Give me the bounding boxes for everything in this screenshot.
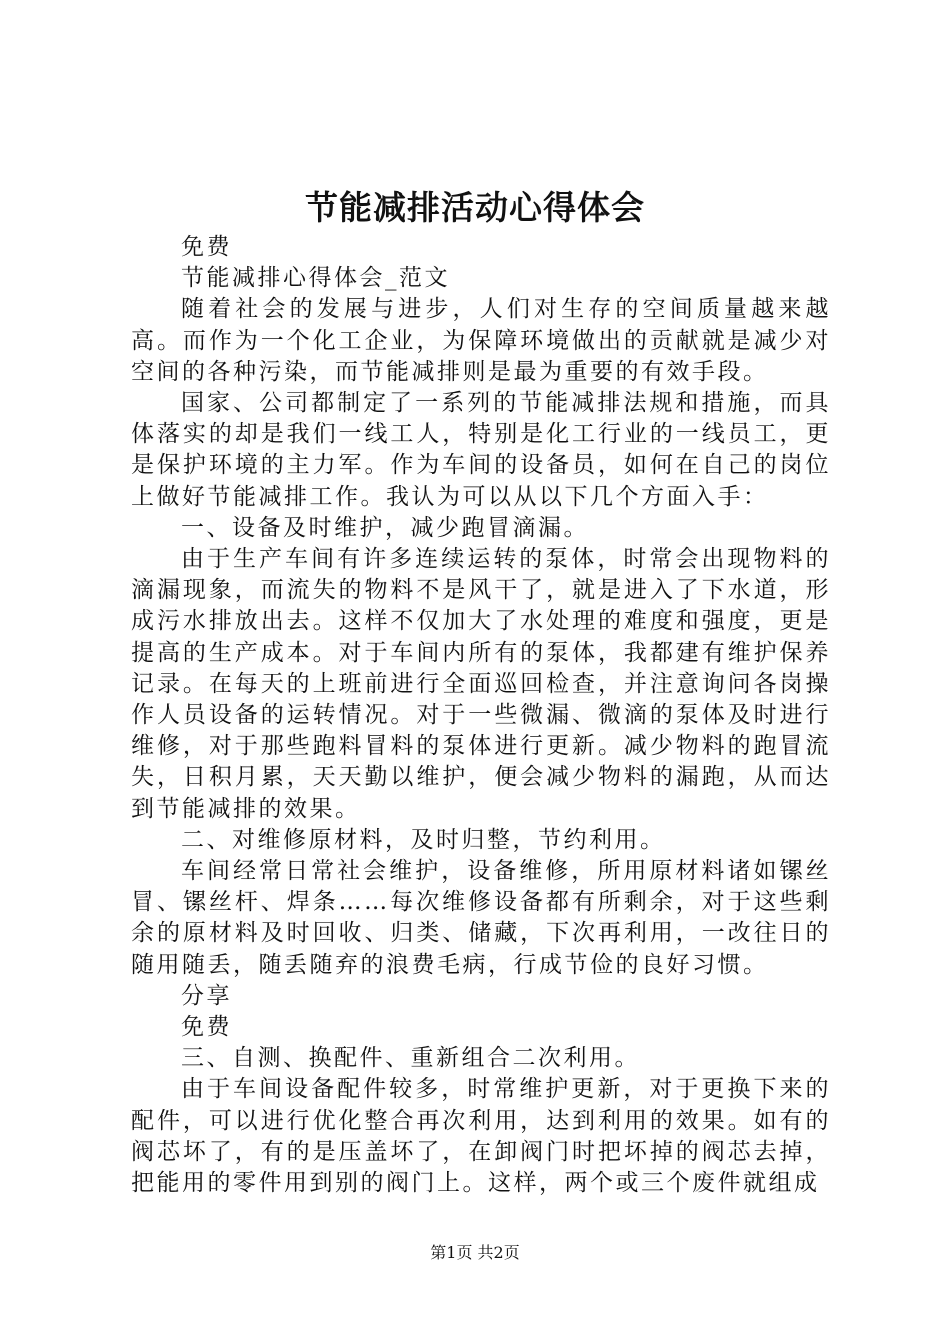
paragraph-context: 国家、公司都制定了一系列的节能减排法规和措施，而具体落实的却是我们一线工人，特别是化工行业的一线员工，更是保护环境的主力军。作为车间的设备员，如何在自己的岗位上做好节能减排工作。我认为可以从以下几个方面入手： [131, 390, 831, 510]
paragraph-section-2: 车间经常日常社会维护，设备维修，所用原材料诸如镙丝冒、镙丝杆、焊条……每次维修设备都有所剩余，对于这些剩余的原材料及时回收、归类、储藏，下次再利用，一改往日的随用随丢，随丢随弃的浪费毛病，行成节俭的良好习惯。 [131, 858, 831, 978]
paragraph-free-label-2: 免费 [181, 1014, 232, 1041]
section-heading-2: 二、对维修原材料，及时归整，节约利用。 [181, 826, 666, 853]
paragraph-section-3: 由于车间设备配件较多，时常维护更新，对于更换下来的配件，可以进行优化整合再次利用，达到利用的效果。如有的阀芯坏了，有的是压盖坏了，在卸阀门时把坏掉的阀芯去掉，把能用的零件用到别的阀门上。这样，两个或三个废件就组成 [131, 1076, 831, 1197]
paragraph-section-1: 由于生产车间有许多连续运转的泵体，时常会出现物料的滴漏现象，而流失的物料不是风干了，就是进入了下水道，形成污水排放出去。这样不仅加大了水处理的难度和强度，更是提高的生产成本。对于车间内所有的泵体，我都建有维护保养记录。在每天的上班前进行全面巡回检查，并注意询问各岗操作人员设备的运转情况。对于一些微漏、微滴的泵体及时进行维修，对于那些跑料冒料的泵体进行更新。减少物料的跑冒流失，日积月累，天天勤以维护，便会减少物料的漏跑，从而达到节能减排的效果。 [131, 546, 831, 822]
share-link[interactable]: 分享 [181, 982, 232, 1009]
section-heading-3: 三、自测、换配件、重新组合二次利用。 [181, 1045, 640, 1072]
section-heading-1: 一、设备及时维护，减少跑冒滴漏。 [181, 514, 589, 541]
document-body [131, 232, 831, 1199]
document-title: 节能减排活动心得体会 [305, 188, 645, 227]
page-number-footer: 第1页 共2页 [430, 1243, 520, 1262]
paragraph-subtitle: 节能减排心得体会_范文 [181, 265, 450, 292]
paragraph-free-label: 免费 [181, 234, 232, 260]
paragraph-intro: 随着社会的发展与进步，人们对生存的空间质量越来越高。而作为一个化工企业，为保障环境做出的贡献就是减少对空间的各种污染，而节能减排则是最为重要的有效手段。 [131, 296, 831, 385]
